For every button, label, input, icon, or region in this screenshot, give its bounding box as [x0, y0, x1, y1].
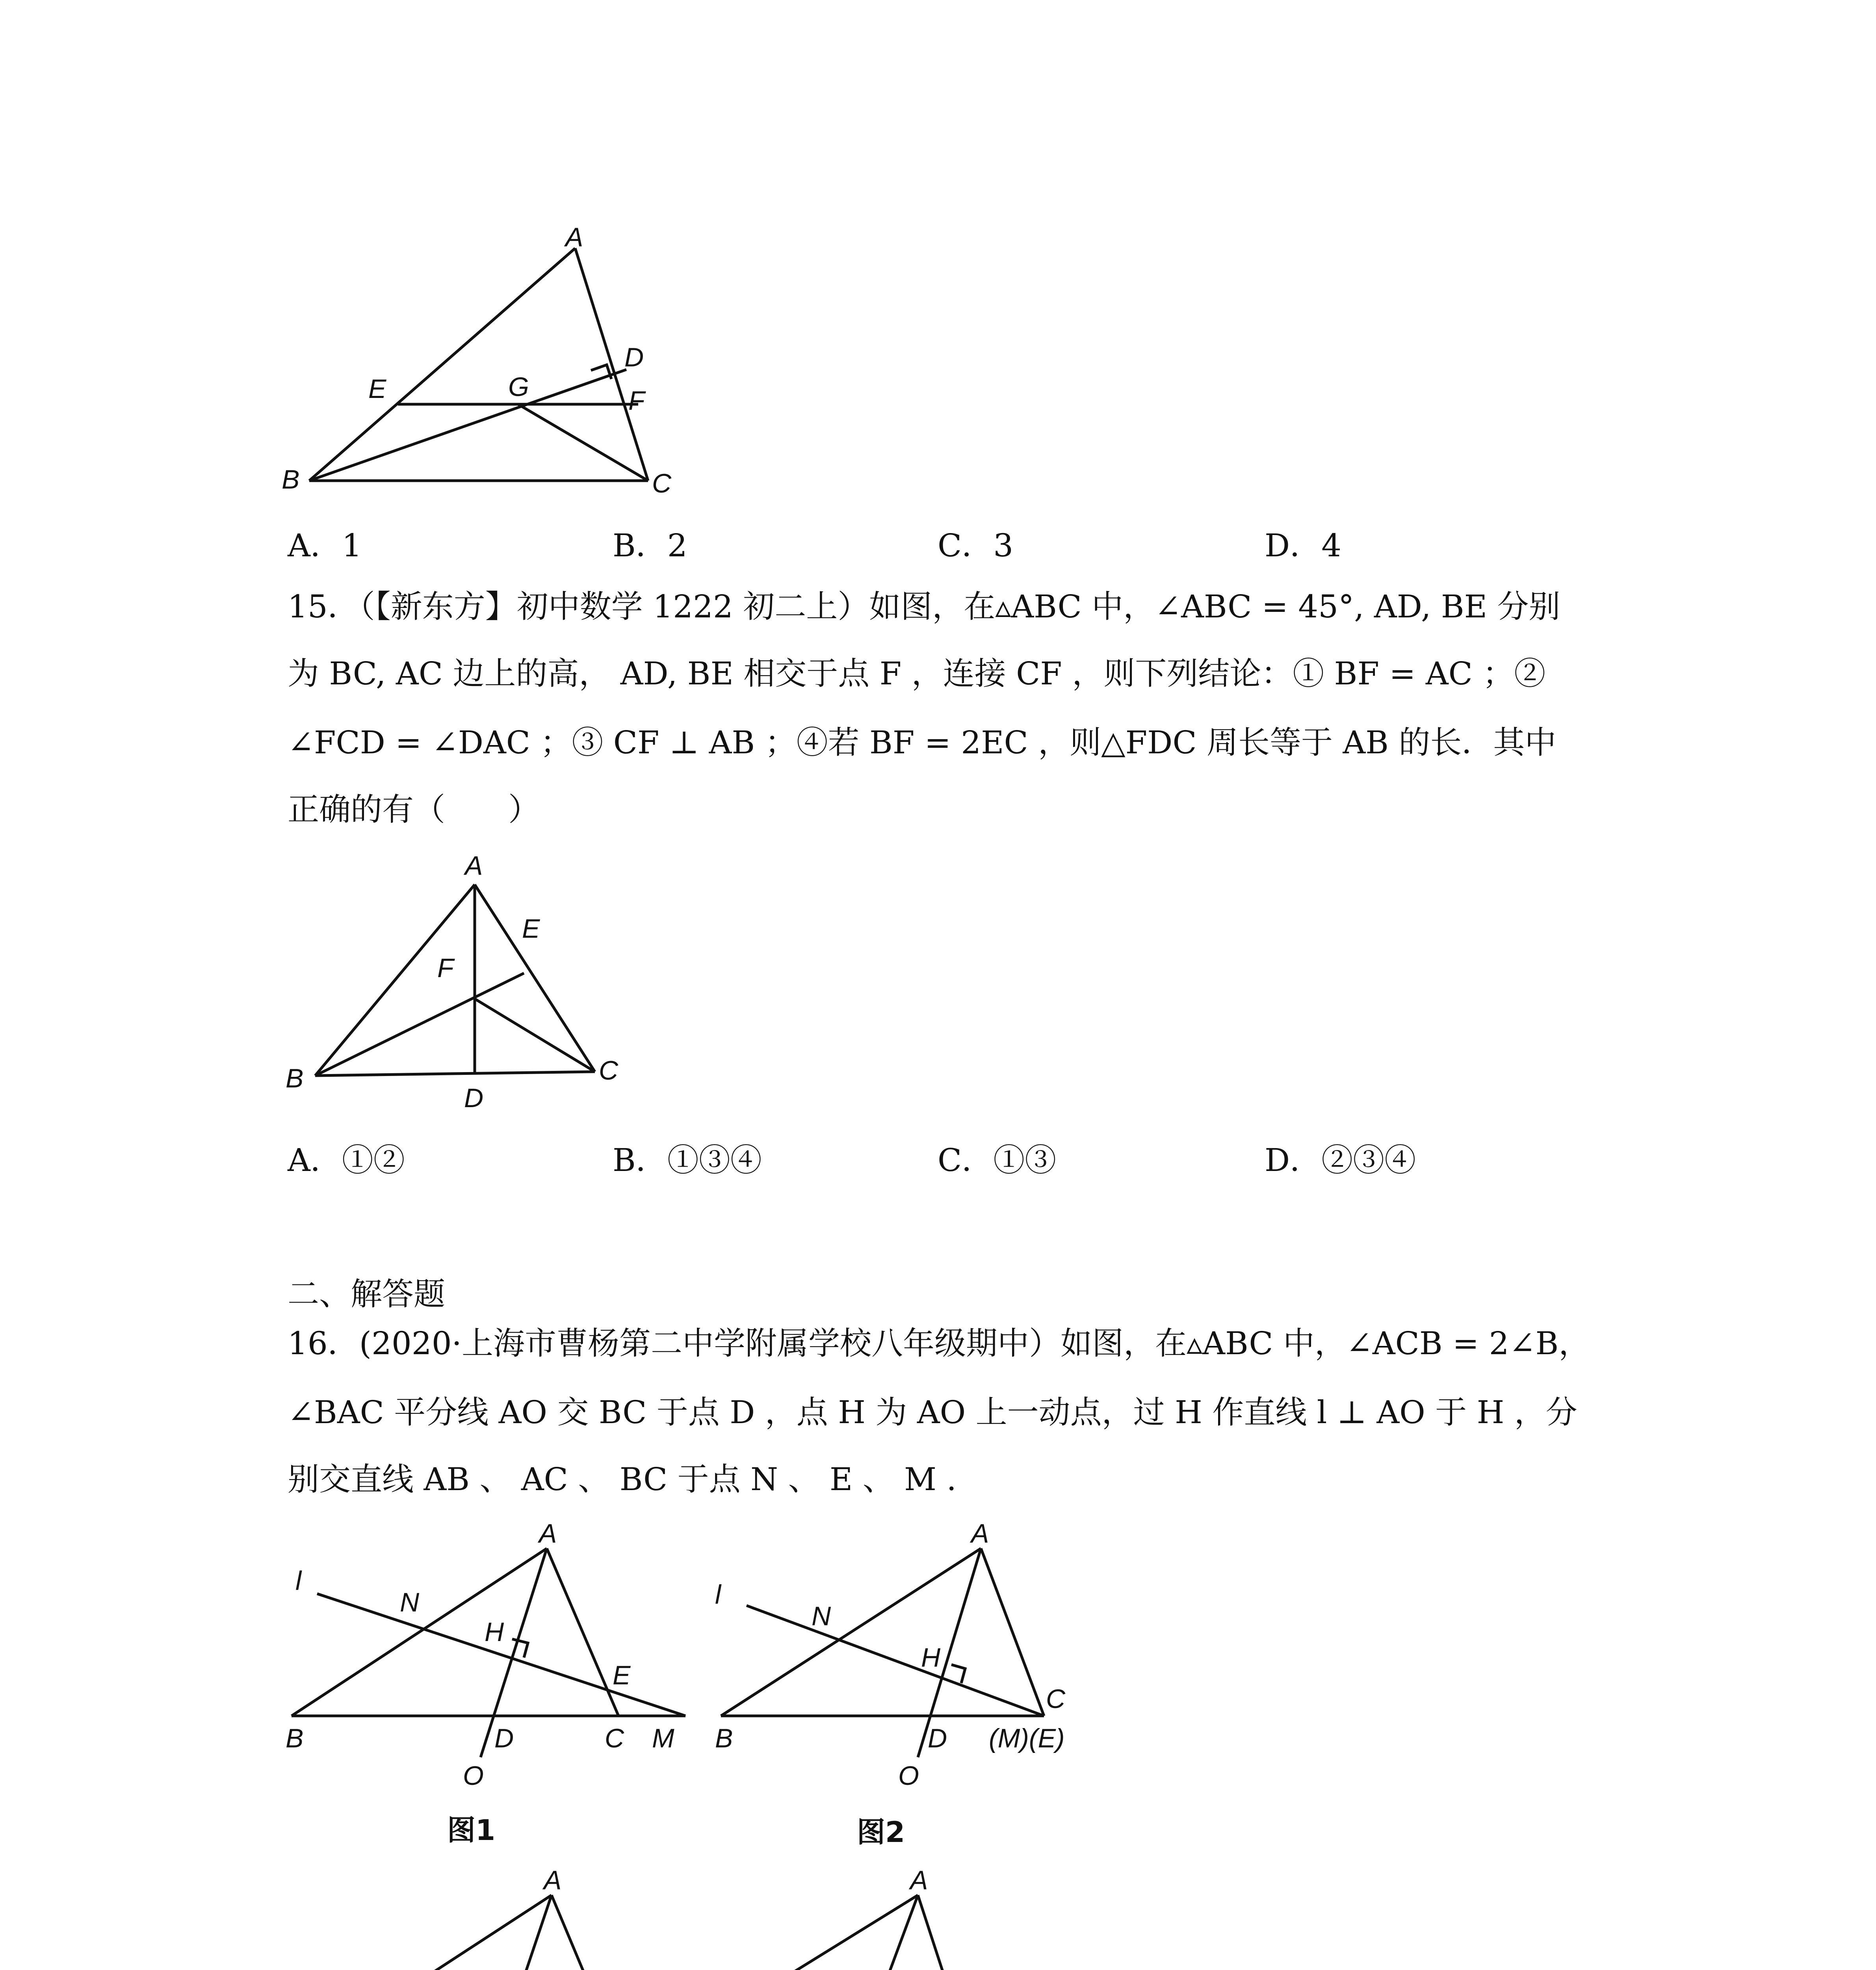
q15-option-c: C．①③ — [938, 1142, 1057, 1178]
label-E: E — [368, 374, 386, 404]
q15-option-d: D．②③④ — [1265, 1142, 1416, 1178]
label-A: A — [910, 1865, 928, 1895]
q16-stem-line1: 16．(2020·上海市曹杨第二中学附属学校八年级期中）如图，在▵ABC 中，∠ACB = 2∠B， — [288, 1325, 1590, 1362]
label-D: D — [494, 1723, 514, 1753]
label-B: B — [286, 1063, 304, 1093]
q15-stem-line2: 为 BC, AC 边上的高， AD, BE 相交于点 F ，连接 CF ，则下列结论：① BF = AC ；② — [288, 655, 1546, 692]
label-G: G — [508, 372, 529, 402]
q15-stem-line1: 15．（【新东方】初中数学 1222 初二上）如图，在▵ABC 中，∠ABC = 45°, AD, BE 分别 — [288, 588, 1560, 625]
q16-stem-line3: 别交直线 AB 、 AC 、 BC 于点 N 、 E 、 M . — [288, 1461, 957, 1498]
q15-stem-line3: ∠FCD = ∠DAC ；③ CF ⊥ AB ；④若 BF = 2EC ，则△FDC 周长等于 AB 的长．其中 — [288, 724, 1557, 761]
label-A: A — [465, 851, 483, 881]
label-A: A — [565, 222, 583, 252]
q14-option-c: C．3 — [938, 527, 1014, 564]
q16-spare-figure-2 — [626, 1852, 1005, 1970]
label-B: B — [715, 1723, 733, 1753]
label-E: E — [522, 914, 540, 944]
q14-option-d: D．4 — [1265, 527, 1342, 564]
label-D: D — [464, 1083, 484, 1113]
label-C: C — [605, 1723, 624, 1753]
label-H: H — [485, 1617, 504, 1647]
label-D: D — [624, 342, 644, 372]
q16-stem-line2: ∠BAC 平分线 AO 交 BC 于点 D ，点 H 为 AO 上一动点，过 H 作直线 l ⊥ AO 于 H ，分 — [288, 1394, 1577, 1431]
label-B: B — [282, 465, 300, 494]
label-C: C — [652, 468, 672, 498]
label-l: l — [715, 1580, 721, 1609]
label-A: A — [971, 1518, 989, 1548]
label-A: A — [539, 1518, 557, 1548]
label-O: O — [898, 1761, 919, 1791]
q15-figure — [276, 847, 650, 1123]
q15-option-b: B．①③④ — [613, 1142, 762, 1178]
q14-option-b: B．2 — [613, 527, 687, 564]
label-M: M — [652, 1723, 674, 1753]
q15-stem-line4: 正确的有（ ） — [288, 791, 540, 828]
label-B: B — [286, 1723, 304, 1753]
label-N: N — [400, 1587, 420, 1617]
q16-figure-2 — [705, 1505, 1119, 1852]
label-ME: (M)(E) — [989, 1723, 1065, 1753]
label-E: E — [613, 1660, 631, 1690]
figure-1-caption: 图1 — [447, 1814, 496, 1847]
q16-figure-1 — [276, 1505, 709, 1852]
q15-option-a: A．①② — [288, 1142, 405, 1178]
label-C: C — [1046, 1684, 1066, 1714]
q14-figure — [276, 221, 709, 512]
section-heading: 二、解答题 — [288, 1276, 445, 1312]
figure-2-caption: 图2 — [857, 1816, 905, 1849]
label-N: N — [812, 1601, 831, 1631]
label-F: F — [628, 386, 645, 416]
label-l: l — [295, 1566, 302, 1596]
q14-option-a: A．1 — [288, 527, 362, 564]
label-D: D — [928, 1723, 947, 1753]
label-C: C — [599, 1056, 619, 1085]
label-A: A — [544, 1865, 562, 1895]
label-F: F — [437, 953, 454, 983]
q16-spare-figure-1 — [276, 1852, 654, 1970]
label-O: O — [463, 1761, 484, 1791]
label-H: H — [921, 1643, 941, 1673]
